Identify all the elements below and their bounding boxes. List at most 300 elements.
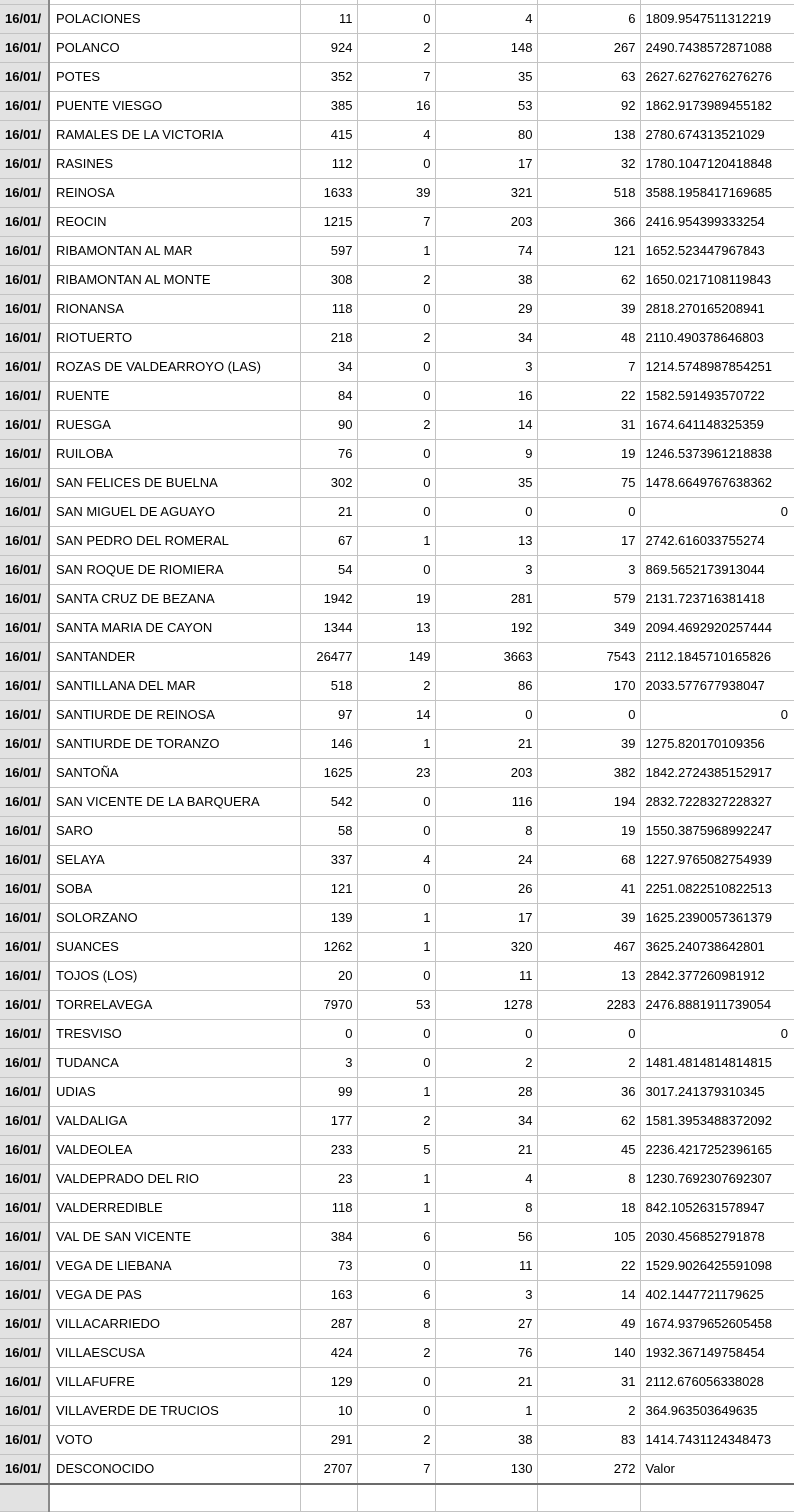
cell-value-4[interactable]: 349	[537, 613, 640, 642]
cell-value-1[interactable]	[300, 1484, 357, 1512]
cell-municipality[interactable]: SAN ROQUE DE RIOMIERA	[49, 555, 300, 584]
cell-value-4[interactable]: 22	[537, 381, 640, 410]
cell-value-3[interactable]: 56	[435, 1222, 537, 1251]
cell-value-2[interactable]: 7	[357, 62, 435, 91]
cell-value-2[interactable]: 0	[357, 1048, 435, 1077]
cell-municipality[interactable]: RASINES	[49, 149, 300, 178]
cell-value-1[interactable]: 118	[300, 1193, 357, 1222]
cell-date[interactable]: 16/01/	[0, 1193, 49, 1222]
cell-value-2[interactable]: 0	[357, 1367, 435, 1396]
cell-value-1[interactable]: 97	[300, 700, 357, 729]
cell-date[interactable]: 16/01/	[0, 294, 49, 323]
cell-date[interactable]: 16/01/	[0, 990, 49, 1019]
cell-value-4[interactable]: 68	[537, 845, 640, 874]
cell-date[interactable]: 16/01/	[0, 1077, 49, 1106]
cell-value-2[interactable]: 1	[357, 932, 435, 961]
cell-value-4[interactable]: 62	[537, 265, 640, 294]
cell-value-1[interactable]: 337	[300, 845, 357, 874]
cell-value-4[interactable]: 19	[537, 816, 640, 845]
cell-value-1[interactable]: 121	[300, 874, 357, 903]
cell-value-1[interactable]: 597	[300, 236, 357, 265]
cell-value-1[interactable]: 352	[300, 62, 357, 91]
cell-rate[interactable]: 2842.377260981912	[640, 961, 794, 990]
cell-rate[interactable]: 2490.7438572871088	[640, 33, 794, 62]
cell-value-1[interactable]: 384	[300, 1222, 357, 1251]
cell-value-4[interactable]: 2	[537, 1396, 640, 1425]
cell-rate[interactable]: 402.1447721179625	[640, 1280, 794, 1309]
cell-rate[interactable]: 2416.954399333254	[640, 207, 794, 236]
cell-date[interactable]: 16/01/	[0, 700, 49, 729]
cell-rate[interactable]: 1842.2724385152917	[640, 758, 794, 787]
cell-municipality[interactable]: VEGA DE LIEBANA	[49, 1251, 300, 1280]
cell-municipality[interactable]: SANTA CRUZ DE BEZANA	[49, 584, 300, 613]
cell-value-2[interactable]: 0	[357, 1396, 435, 1425]
cell-value-3[interactable]: 148	[435, 33, 537, 62]
cell-municipality[interactable]: SAN FELICES DE BUELNA	[49, 468, 300, 497]
cell-rate[interactable]: 3017.241379310345	[640, 1077, 794, 1106]
cell-value-3[interactable]: 17	[435, 149, 537, 178]
cell-value-3[interactable]: 11	[435, 961, 537, 990]
cell-rate[interactable]: 1414.7431124348473	[640, 1425, 794, 1454]
cell-date[interactable]: 16/01/	[0, 584, 49, 613]
cell-value-3[interactable]: 21	[435, 1135, 537, 1164]
cell-value-1[interactable]: 1625	[300, 758, 357, 787]
cell-value-3[interactable]: 13	[435, 526, 537, 555]
cell-value-4[interactable]: 62	[537, 1106, 640, 1135]
cell-value-1[interactable]: 118	[300, 294, 357, 323]
cell-value-1[interactable]: 1633	[300, 178, 357, 207]
cell-municipality[interactable]: RAMALES DE LA VICTORIA	[49, 120, 300, 149]
cell-municipality[interactable]: DESCONOCIDO	[49, 1454, 300, 1484]
cell-date[interactable]: 16/01/	[0, 1454, 49, 1484]
cell-municipality[interactable]: SELAYA	[49, 845, 300, 874]
cell-value-3[interactable]: 116	[435, 787, 537, 816]
cell-rate[interactable]: 1550.3875968992247	[640, 816, 794, 845]
cell-date[interactable]: 16/01/	[0, 468, 49, 497]
cell-value-1[interactable]: 84	[300, 381, 357, 410]
cell-rate[interactable]: 2110.490378646803	[640, 323, 794, 352]
cell-value-2[interactable]: 39	[357, 178, 435, 207]
cell-rate[interactable]: 1478.6649767638362	[640, 468, 794, 497]
cell-date[interactable]: 16/01/	[0, 1135, 49, 1164]
cell-value-2[interactable]: 2	[357, 671, 435, 700]
cell-value-2[interactable]: 4	[357, 845, 435, 874]
cell-rate[interactable]: 2236.4217252396165	[640, 1135, 794, 1164]
cell-rate[interactable]: 1625.2390057361379	[640, 903, 794, 932]
cell-value-2[interactable]: 1	[357, 729, 435, 758]
cell-value-4[interactable]: 272	[537, 1454, 640, 1484]
cell-rate[interactable]: 1581.3953488372092	[640, 1106, 794, 1135]
cell-value-3[interactable]: 21	[435, 729, 537, 758]
cell-rate[interactable]: 869.5652173913044	[640, 555, 794, 584]
cell-value-4[interactable]: 467	[537, 932, 640, 961]
cell-rate[interactable]: 0	[640, 497, 794, 526]
cell-value-1[interactable]: 177	[300, 1106, 357, 1135]
cell-rate[interactable]: 2818.270165208941	[640, 294, 794, 323]
cell-value-2[interactable]: 5	[357, 1135, 435, 1164]
cell-value-2[interactable]: 0	[357, 439, 435, 468]
cell-value-2[interactable]: 0	[357, 149, 435, 178]
cell-value-1[interactable]: 146	[300, 729, 357, 758]
cell-value-4[interactable]: 170	[537, 671, 640, 700]
cell-date[interactable]: 16/01/	[0, 1425, 49, 1454]
cell-value-4[interactable]: 3	[537, 555, 640, 584]
cell-rate[interactable]: 1582.591493570722	[640, 381, 794, 410]
cell-value-1[interactable]: 7970	[300, 990, 357, 1019]
cell-municipality[interactable]: RUESGA	[49, 410, 300, 439]
cell-value-2[interactable]: 13	[357, 613, 435, 642]
cell-value-3[interactable]: 86	[435, 671, 537, 700]
cell-municipality[interactable]: VALDEOLEA	[49, 1135, 300, 1164]
cell-municipality[interactable]: SANTA MARIA DE CAYON	[49, 613, 300, 642]
cell-value-1[interactable]: 90	[300, 410, 357, 439]
cell-rate[interactable]: 1862.9173989455182	[640, 91, 794, 120]
cell-value-4[interactable]: 0	[537, 700, 640, 729]
cell-value-3[interactable]: 16	[435, 381, 537, 410]
cell-value-2[interactable]: 7	[357, 207, 435, 236]
cell-value-4[interactable]: 83	[537, 1425, 640, 1454]
cell-rate[interactable]: 2476.8881911739054	[640, 990, 794, 1019]
cell-value-4[interactable]: 0	[537, 497, 640, 526]
cell-date[interactable]: 16/01/	[0, 1309, 49, 1338]
cell-value-1[interactable]: 76	[300, 439, 357, 468]
cell-value-1[interactable]: 518	[300, 671, 357, 700]
cell-value-3[interactable]: 1	[435, 1396, 537, 1425]
cell-value-3[interactable]: 0	[435, 497, 537, 526]
cell-date[interactable]: 16/01/	[0, 207, 49, 236]
cell-rate[interactable]: 0	[640, 700, 794, 729]
cell-rate[interactable]: Valor	[640, 1454, 794, 1484]
cell-value-1[interactable]: 0	[300, 1019, 357, 1048]
cell-date[interactable]: 16/01/	[0, 1251, 49, 1280]
cell-date[interactable]: 16/01/	[0, 91, 49, 120]
cell-value-1[interactable]: 34	[300, 352, 357, 381]
cell-date[interactable]: 16/01/	[0, 874, 49, 903]
cell-value-1[interactable]: 308	[300, 265, 357, 294]
cell-value-2[interactable]: 0	[357, 468, 435, 497]
cell-rate[interactable]: 1650.0217108119843	[640, 265, 794, 294]
cell-value-1[interactable]: 54	[300, 555, 357, 584]
cell-value-4[interactable]: 92	[537, 91, 640, 120]
cell-value-3[interactable]: 24	[435, 845, 537, 874]
cell-value-3[interactable]: 38	[435, 1425, 537, 1454]
cell-municipality[interactable]: REOCIN	[49, 207, 300, 236]
cell-value-3[interactable]: 3	[435, 1280, 537, 1309]
cell-rate[interactable]: 2112.1845710165826	[640, 642, 794, 671]
cell-value-3[interactable]: 320	[435, 932, 537, 961]
cell-value-2[interactable]: 0	[357, 787, 435, 816]
cell-value-2[interactable]: 2	[357, 265, 435, 294]
cell-municipality[interactable]: SUANCES	[49, 932, 300, 961]
cell-rate[interactable]: 2131.723716381418	[640, 584, 794, 613]
cell-value-4[interactable]: 63	[537, 62, 640, 91]
cell-date[interactable]: 16/01/	[0, 1106, 49, 1135]
cell-value-2[interactable]: 2	[357, 1425, 435, 1454]
cell-value-2[interactable]: 6	[357, 1280, 435, 1309]
cell-value-1[interactable]: 139	[300, 903, 357, 932]
cell-value-2[interactable]: 1	[357, 236, 435, 265]
cell-date[interactable]: 16/01/	[0, 816, 49, 845]
cell-rate[interactable]: 1652.523447967843	[640, 236, 794, 265]
cell-date[interactable]	[0, 1484, 49, 1512]
cell-rate[interactable]: 1246.5373961218838	[640, 439, 794, 468]
cell-value-1[interactable]: 291	[300, 1425, 357, 1454]
cell-value-1[interactable]: 924	[300, 33, 357, 62]
cell-value-1[interactable]: 163	[300, 1280, 357, 1309]
cell-value-1[interactable]: 415	[300, 120, 357, 149]
cell-date[interactable]: 16/01/	[0, 1019, 49, 1048]
cell-value-3[interactable]: 1278	[435, 990, 537, 1019]
cell-date[interactable]: 16/01/	[0, 497, 49, 526]
cell-value-4[interactable]: 518	[537, 178, 640, 207]
cell-value-4[interactable]: 0	[537, 1019, 640, 1048]
cell-value-2[interactable]: 2	[357, 1338, 435, 1367]
cell-value-4[interactable]: 579	[537, 584, 640, 613]
cell-date[interactable]: 16/01/	[0, 4, 49, 33]
cell-value-3[interactable]: 203	[435, 758, 537, 787]
cell-value-4[interactable]: 14	[537, 1280, 640, 1309]
cell-municipality[interactable]: RUENTE	[49, 381, 300, 410]
cell-municipality[interactable]: VILLAFUFRE	[49, 1367, 300, 1396]
cell-municipality[interactable]: RUILOBA	[49, 439, 300, 468]
cell-value-2[interactable]: 0	[357, 294, 435, 323]
cell-municipality[interactable]: TORRELAVEGA	[49, 990, 300, 1019]
cell-value-2[interactable]: 2	[357, 323, 435, 352]
cell-value-3[interactable]: 26	[435, 874, 537, 903]
cell-date[interactable]: 16/01/	[0, 1222, 49, 1251]
cell-municipality[interactable]: PUENTE VIESGO	[49, 91, 300, 120]
cell-date[interactable]: 16/01/	[0, 265, 49, 294]
cell-value-3[interactable]: 53	[435, 91, 537, 120]
cell-value-2[interactable]: 0	[357, 497, 435, 526]
cell-value-1[interactable]: 1262	[300, 932, 357, 961]
cell-municipality[interactable]: VILLAESCUSA	[49, 1338, 300, 1367]
cell-value-4[interactable]: 6	[537, 4, 640, 33]
cell-municipality[interactable]: VILLACARRIEDO	[49, 1309, 300, 1338]
cell-value-4[interactable]: 45	[537, 1135, 640, 1164]
cell-value-2[interactable]: 0	[357, 352, 435, 381]
cell-date[interactable]: 16/01/	[0, 671, 49, 700]
cell-value-1[interactable]: 129	[300, 1367, 357, 1396]
cell-value-3[interactable]: 2	[435, 1048, 537, 1077]
cell-value-2[interactable]: 53	[357, 990, 435, 1019]
cell-value-2[interactable]	[357, 1484, 435, 1512]
cell-value-1[interactable]: 218	[300, 323, 357, 352]
cell-municipality[interactable]: VILLAVERDE DE TRUCIOS	[49, 1396, 300, 1425]
cell-value-4[interactable]: 39	[537, 729, 640, 758]
cell-rate[interactable]: 2742.616033755274	[640, 526, 794, 555]
cell-municipality[interactable]: ROZAS DE VALDEARROYO (LAS)	[49, 352, 300, 381]
cell-rate[interactable]: 1932.367149758454	[640, 1338, 794, 1367]
cell-date[interactable]: 16/01/	[0, 323, 49, 352]
cell-value-4[interactable]: 32	[537, 149, 640, 178]
cell-municipality[interactable]: SANTIURDE DE TORANZO	[49, 729, 300, 758]
cell-value-1[interactable]: 1942	[300, 584, 357, 613]
cell-date[interactable]: 16/01/	[0, 642, 49, 671]
cell-rate[interactable]: 1214.5748987854251	[640, 352, 794, 381]
cell-value-1[interactable]: 542	[300, 787, 357, 816]
cell-value-1[interactable]: 26477	[300, 642, 357, 671]
cell-rate[interactable]: 1481.4814814814815	[640, 1048, 794, 1077]
cell-value-3[interactable]: 11	[435, 1251, 537, 1280]
cell-value-4[interactable]: 7543	[537, 642, 640, 671]
cell-value-4[interactable]: 382	[537, 758, 640, 787]
cell-value-1[interactable]: 424	[300, 1338, 357, 1367]
cell-value-3[interactable]: 14	[435, 410, 537, 439]
cell-value-3[interactable]: 8	[435, 816, 537, 845]
cell-value-3[interactable]: 3	[435, 352, 537, 381]
cell-municipality[interactable]: REINOSA	[49, 178, 300, 207]
cell-date[interactable]: 16/01/	[0, 555, 49, 584]
cell-rate[interactable]: 2832.7228327228327	[640, 787, 794, 816]
cell-value-2[interactable]: 8	[357, 1309, 435, 1338]
cell-date[interactable]: 16/01/	[0, 1048, 49, 1077]
cell-value-2[interactable]: 1	[357, 1193, 435, 1222]
cell-value-3[interactable]: 281	[435, 584, 537, 613]
cell-value-3[interactable]: 8	[435, 1193, 537, 1222]
cell-value-4[interactable]: 17	[537, 526, 640, 555]
cell-value-4[interactable]: 41	[537, 874, 640, 903]
cell-value-4[interactable]: 267	[537, 33, 640, 62]
cell-value-3[interactable]: 28	[435, 1077, 537, 1106]
cell-value-2[interactable]: 2	[357, 410, 435, 439]
cell-value-4[interactable]: 7	[537, 352, 640, 381]
cell-value-3[interactable]: 4	[435, 4, 537, 33]
cell-date[interactable]: 16/01/	[0, 758, 49, 787]
cell-value-3[interactable]: 34	[435, 1106, 537, 1135]
cell-rate[interactable]: 1275.820170109356	[640, 729, 794, 758]
cell-value-1[interactable]: 58	[300, 816, 357, 845]
cell-rate[interactable]: 2251.0822510822513	[640, 874, 794, 903]
cell-rate[interactable]: 364.963503649635	[640, 1396, 794, 1425]
cell-value-4[interactable]: 31	[537, 410, 640, 439]
cell-date[interactable]: 16/01/	[0, 439, 49, 468]
cell-municipality[interactable]: RIBAMONTAN AL MAR	[49, 236, 300, 265]
cell-date[interactable]: 16/01/	[0, 613, 49, 642]
cell-value-4[interactable]: 140	[537, 1338, 640, 1367]
cell-date[interactable]: 16/01/	[0, 903, 49, 932]
cell-value-3[interactable]: 74	[435, 236, 537, 265]
cell-value-3[interactable]: 3	[435, 555, 537, 584]
cell-rate[interactable]	[640, 1484, 794, 1512]
cell-municipality[interactable]: SANTANDER	[49, 642, 300, 671]
cell-municipality[interactable]	[49, 1484, 300, 1512]
cell-municipality[interactable]: VALDEPRADO DEL RIO	[49, 1164, 300, 1193]
cell-municipality[interactable]: RIBAMONTAN AL MONTE	[49, 265, 300, 294]
cell-value-4[interactable]: 19	[537, 439, 640, 468]
cell-value-1[interactable]: 10	[300, 1396, 357, 1425]
cell-rate[interactable]: 2030.456852791878	[640, 1222, 794, 1251]
cell-value-2[interactable]: 0	[357, 816, 435, 845]
cell-value-2[interactable]: 14	[357, 700, 435, 729]
cell-value-3[interactable]	[435, 1484, 537, 1512]
cell-value-3[interactable]: 0	[435, 700, 537, 729]
cell-date[interactable]: 16/01/	[0, 410, 49, 439]
cell-rate[interactable]: 2094.4692920257444	[640, 613, 794, 642]
cell-rate[interactable]: 2780.674313521029	[640, 120, 794, 149]
cell-value-3[interactable]: 21	[435, 1367, 537, 1396]
cell-value-2[interactable]: 0	[357, 4, 435, 33]
cell-municipality[interactable]: TRESVISO	[49, 1019, 300, 1048]
cell-date[interactable]: 16/01/	[0, 1367, 49, 1396]
cell-value-1[interactable]: 21	[300, 497, 357, 526]
cell-date[interactable]: 16/01/	[0, 1164, 49, 1193]
cell-value-3[interactable]: 0	[435, 1019, 537, 1048]
cell-rate[interactable]: 1674.9379652605458	[640, 1309, 794, 1338]
cell-value-3[interactable]: 130	[435, 1454, 537, 1484]
cell-value-2[interactable]: 0	[357, 1251, 435, 1280]
cell-value-3[interactable]: 27	[435, 1309, 537, 1338]
cell-date[interactable]: 16/01/	[0, 381, 49, 410]
cell-municipality[interactable]: SAN PEDRO DEL ROMERAL	[49, 526, 300, 555]
cell-value-2[interactable]: 2	[357, 1106, 435, 1135]
cell-municipality[interactable]: TUDANCA	[49, 1048, 300, 1077]
cell-value-1[interactable]: 11	[300, 4, 357, 33]
cell-rate[interactable]: 2112.676056338028	[640, 1367, 794, 1396]
cell-value-2[interactable]: 2	[357, 33, 435, 62]
cell-value-4[interactable]: 39	[537, 294, 640, 323]
cell-rate[interactable]: 3625.240738642801	[640, 932, 794, 961]
cell-value-3[interactable]: 80	[435, 120, 537, 149]
cell-date[interactable]: 16/01/	[0, 1280, 49, 1309]
cell-rate[interactable]: 1674.641148325359	[640, 410, 794, 439]
cell-value-1[interactable]: 20	[300, 961, 357, 990]
cell-value-4[interactable]: 105	[537, 1222, 640, 1251]
cell-date[interactable]: 16/01/	[0, 845, 49, 874]
cell-value-4[interactable]: 18	[537, 1193, 640, 1222]
cell-date[interactable]: 16/01/	[0, 120, 49, 149]
cell-rate[interactable]: 842.1052631578947	[640, 1193, 794, 1222]
cell-value-4[interactable]: 31	[537, 1367, 640, 1396]
cell-date[interactable]: 16/01/	[0, 236, 49, 265]
cell-rate[interactable]: 1780.1047120418848	[640, 149, 794, 178]
cell-value-4[interactable]: 75	[537, 468, 640, 497]
cell-rate[interactable]: 0	[640, 1019, 794, 1048]
cell-rate[interactable]: 1529.9026425591098	[640, 1251, 794, 1280]
cell-value-2[interactable]: 149	[357, 642, 435, 671]
cell-municipality[interactable]: TOJOS (LOS)	[49, 961, 300, 990]
cell-value-3[interactable]: 3663	[435, 642, 537, 671]
cell-value-3[interactable]: 35	[435, 62, 537, 91]
cell-value-4[interactable]: 366	[537, 207, 640, 236]
cell-value-2[interactable]: 1	[357, 903, 435, 932]
cell-municipality[interactable]: SAN VICENTE DE LA BARQUERA	[49, 787, 300, 816]
cell-value-4[interactable]: 2	[537, 1048, 640, 1077]
cell-date[interactable]: 16/01/	[0, 33, 49, 62]
cell-municipality[interactable]: VOTO	[49, 1425, 300, 1454]
cell-value-4[interactable]: 121	[537, 236, 640, 265]
cell-municipality[interactable]: SANTOÑA	[49, 758, 300, 787]
cell-date[interactable]: 16/01/	[0, 1338, 49, 1367]
cell-date[interactable]: 16/01/	[0, 961, 49, 990]
cell-value-3[interactable]: 17	[435, 903, 537, 932]
cell-date[interactable]: 16/01/	[0, 932, 49, 961]
cell-value-2[interactable]: 0	[357, 874, 435, 903]
cell-date[interactable]: 16/01/	[0, 62, 49, 91]
cell-value-3[interactable]: 29	[435, 294, 537, 323]
cell-municipality[interactable]: POLANCO	[49, 33, 300, 62]
cell-municipality[interactable]: VEGA DE PAS	[49, 1280, 300, 1309]
cell-municipality[interactable]: VALDERREDIBLE	[49, 1193, 300, 1222]
cell-value-1[interactable]: 73	[300, 1251, 357, 1280]
cell-date[interactable]: 16/01/	[0, 1396, 49, 1425]
cell-rate[interactable]: 1227.9765082754939	[640, 845, 794, 874]
cell-value-2[interactable]: 1	[357, 526, 435, 555]
cell-value-2[interactable]: 19	[357, 584, 435, 613]
cell-value-1[interactable]: 23	[300, 1164, 357, 1193]
cell-value-3[interactable]: 34	[435, 323, 537, 352]
cell-value-2[interactable]: 1	[357, 1077, 435, 1106]
